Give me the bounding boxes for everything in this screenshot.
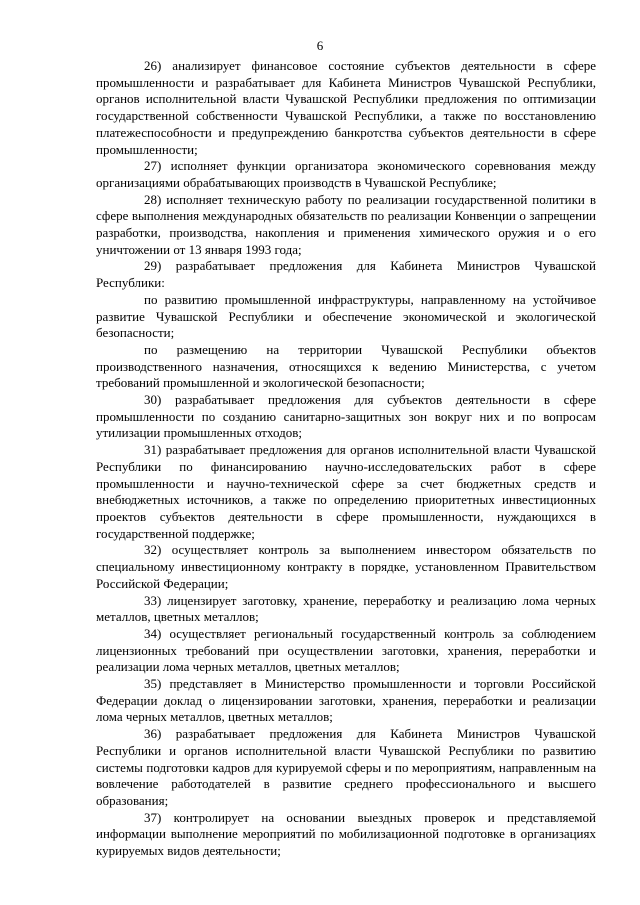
page-number: 6 [316, 38, 324, 53]
paragraph-item-26: 26) анализирует финансовое состояние субъектов деятельности в сфере промышленности и разрабатывает для Кабинета Министров Чувашской Республики, органов исполнительной власти Чувашской Республики предложения по оптимизации государственной собственности Чувашской Республики, а также по восстановлению платежеспособности и предупреждению банкротства субъектов деятельности в сфере промышленности; [96, 58, 596, 157]
paragraph-item-29-placement: по размещению на территории Чувашской Республики объектов производственного назначения, относящихся к ведению Министерства, с учетом требований промышленной и экологической безопасности; [96, 341, 596, 391]
paragraph-item-32: 32) осуществляет контроль за выполнением инвестором обязательств по специальному инвестиционному контракту в порядке, установленном Правительством Российской Федерации; [96, 542, 596, 591]
paragraph-item-30: 30) разрабатывает предложения для субъектов деятельности в сфере промышленности по созданию санитарно-защитных зон вокруг них и по вопросам утилизации промышленных отходов; [96, 392, 596, 441]
paragraph-item-35: 35) представляет в Министерство промышленности и торговли Российской Федерации доклад о лицензировании заготовки, хранения, переработки и реализации лома черных металлов, цветных металлов; [96, 676, 596, 725]
paragraph-item-37: 37) контролирует на основании выездных проверок и представляемой информации выполнение мероприятий по мобилизационной подготовке в организациях курируемых видов деятельности; [96, 809, 596, 859]
paragraph-item-29: 29) разрабатывает предложения для Кабинета Министров Чувашской Республики: [96, 258, 596, 291]
paragraph-item-29-infrastructure: по развитию промышленной инфраструктуры, направленному на устойчивое развитие Чувашской Республики и обеспечение экономической и экологической безопасности; [96, 291, 596, 341]
paragraph-item-28: 28) исполняет техническую работу по реализации государственной политики в сфере выполнения международных обязательств по реализации Конвенции о запрещении разработки, производства, накопления и применения химического оружия и о его уничтожении от 13 января 1993 года; [96, 191, 596, 257]
paragraph-item-31: 31) разрабатывает предложения для органов исполнительной власти Чувашской Республики по финансированию научно-исследовательских работ в сфере промышленности и научно-технической сфере за счет бюджетных средств и внебюджетных источников, а также по определению приоритетных инвестиционных проектов субъектов деятельности в сфере промышленности, нуждающихся в государственной поддержке; [96, 442, 596, 541]
paragraph-item-33: 33) лицензирует заготовку, хранение, переработку и реализацию лома черных металлов, цветных металлов; [96, 592, 596, 625]
document-body [96, 58, 596, 860]
paragraph-item-27: 27) исполняет функции организатора экономического соревнования между организациями обрабатывающих производств в Чувашской Республике; [96, 158, 596, 190]
paragraph-item-34: 34) осуществляет региональный государственный контроль за соблюдением лицензионных требований при осуществлении заготовки, хранения, переработки и реализации лома черных металлов, цветных металлов; [96, 625, 596, 675]
paragraph-item-36: 36) разрабатывает предложения для Кабинета Министров Чувашской Республики и органов исполнительной власти Чувашской Республики по развитию системы подготовки кадров для курируемой сферы и по мероприятиям, направленным на вовлечение работодателей в развитие среднего профессионального и высшего образования; [96, 726, 596, 808]
